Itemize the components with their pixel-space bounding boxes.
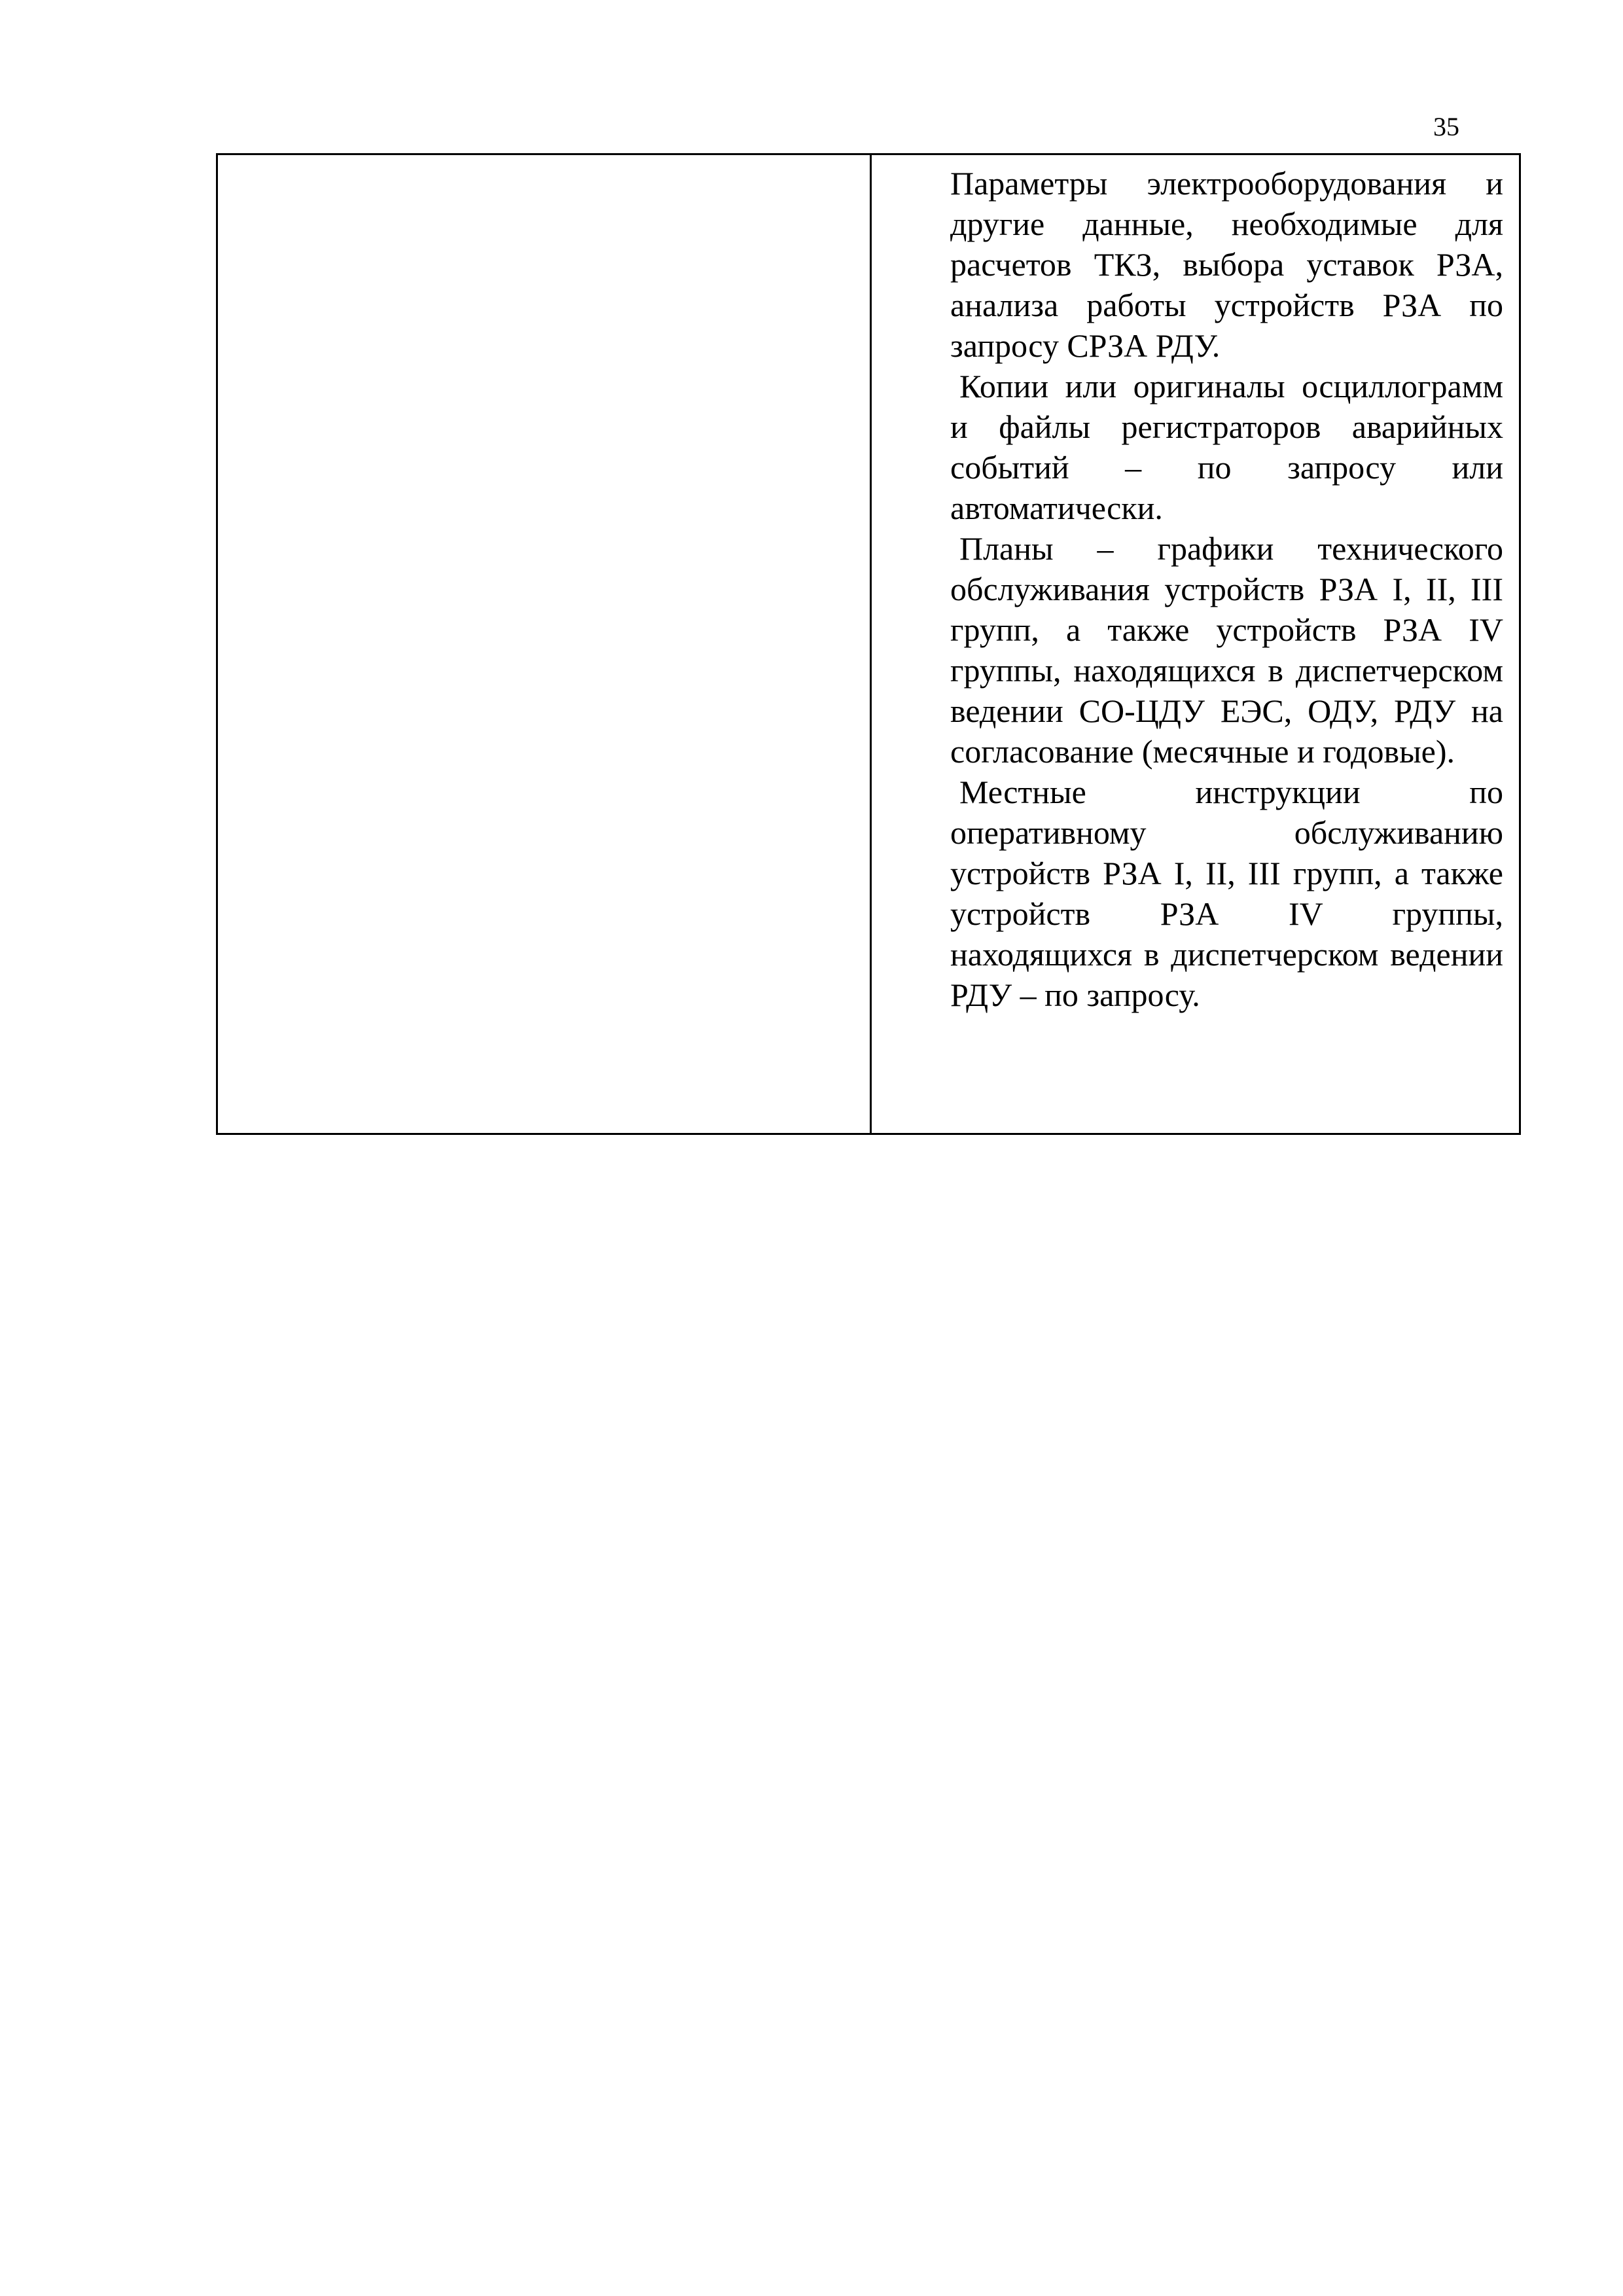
table-cell-left [217, 154, 871, 1134]
paragraph-equipment-parameters: Параметры электрооборудования и другие данные, необходимые для расчетов ТКЗ, выбора уставок РЗА, анализа работы устройств РЗА по запросу СРЗА РДУ. [950, 165, 1503, 364]
table-row [217, 154, 1520, 1134]
page-number: 35 [1433, 112, 1459, 141]
paragraph-oscillograms: Копии или оригиналы осциллограмм и файлы регистраторов аварийных событий – по запросу или автоматически. [950, 368, 1503, 526]
paragraph-maintenance-plans: Планы – графики технического обслуживания устройств РЗА I, II, III групп, а также устройств РЗА IV группы, находящихся в диспетчерском ведении СО-ЦДУ ЕЭС, ОДУ, РДУ на согласование (месячные и годовые). [950, 530, 1503, 770]
requirements-table [216, 153, 1521, 1135]
paragraph-local-instructions: Местные инструкции по оперативному обслуживанию устройств РЗА I, II, III групп, а также устройств РЗА IV группы, находящихся в диспетчерском ведении РДУ – по запросу. [950, 774, 1503, 1013]
table-cell-right [871, 154, 1520, 1134]
